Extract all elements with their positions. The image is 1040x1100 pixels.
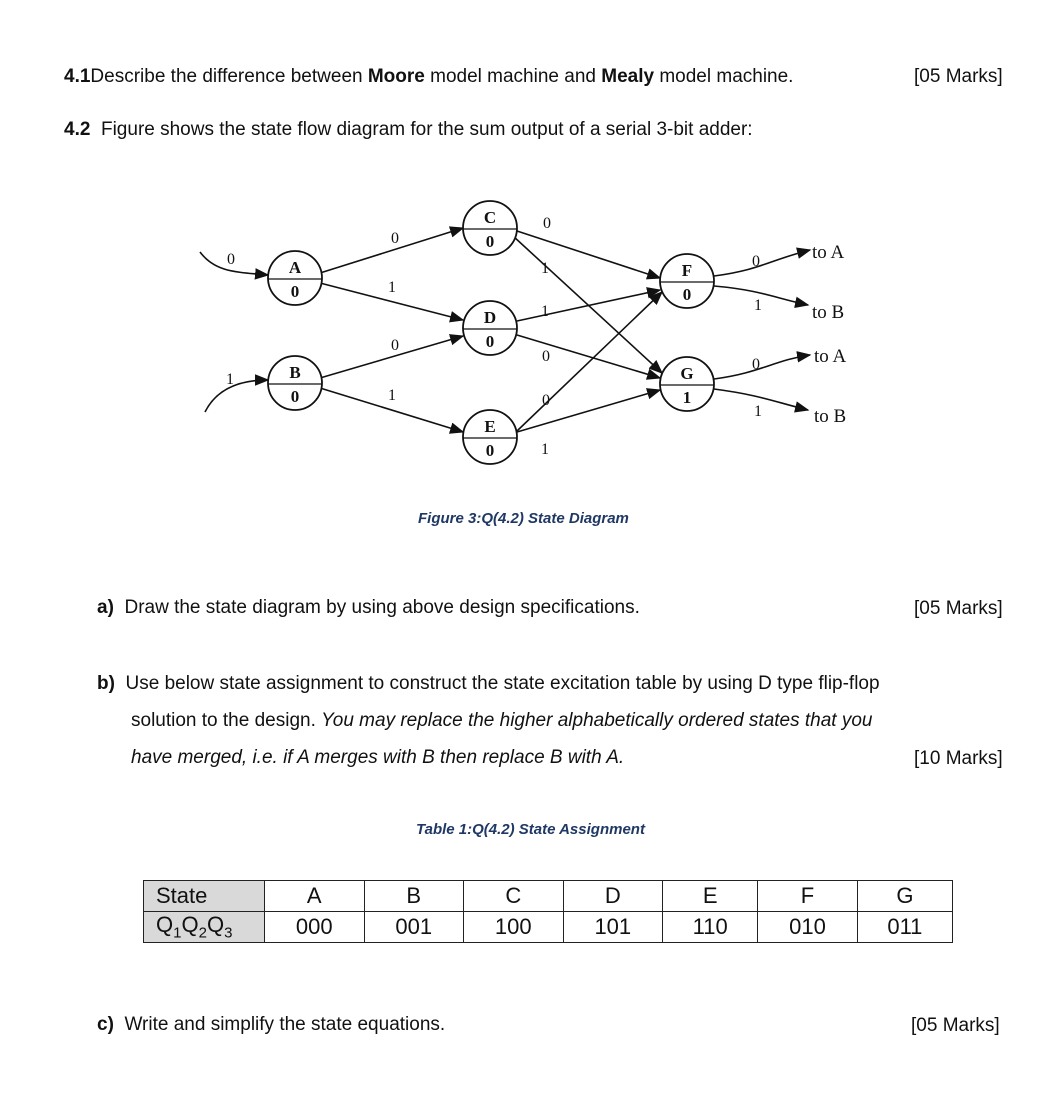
edge-d-g: [517, 335, 660, 378]
label-g-b: 1: [754, 403, 762, 420]
part-c: [97, 1006, 445, 1043]
q41-text-c: model machine.: [654, 66, 794, 87]
label-c-f: 0: [543, 215, 551, 232]
state-e-output: 0: [485, 441, 495, 460]
part-a-text: Draw the state diagram by using above design specifications.: [124, 597, 640, 618]
table-row-code: [144, 912, 953, 943]
label-d-f: 1: [541, 303, 549, 320]
label-e-f: 1: [541, 441, 549, 458]
q42-text: Figure shows the state flow diagram for the sum output of a serial 3-bit adder:: [100, 119, 753, 140]
entry-arrow-b: [205, 380, 268, 412]
state-c-name: C: [483, 208, 497, 227]
state-g-name: G: [680, 364, 694, 383]
entry-label-1: 1: [226, 371, 234, 388]
label-a-c: 0: [391, 230, 399, 247]
target-f-to-a: to A: [812, 242, 845, 263]
state-f-output: 0: [682, 285, 692, 304]
edge-c-f: [517, 231, 660, 278]
label-b-d: 0: [391, 337, 399, 354]
part-b-line2-plain: solution to the design.: [131, 710, 322, 731]
cell-code-c: 100: [464, 912, 564, 943]
figure-caption: Figure 3:Q(4.2) State Diagram: [418, 510, 629, 527]
edge-c-g: [513, 236, 662, 373]
state-flow-diagram: [0, 0, 1040, 500]
part-a-label: a): [97, 597, 114, 618]
q41-moore: Moore: [367, 66, 425, 87]
label-f-b: 1: [754, 297, 762, 314]
target-g-to-a: to A: [814, 346, 847, 367]
target-g-to-b: to B: [814, 406, 847, 427]
part-b-line1-text: Use below state assignment to construct the state excitation table by using D type flip-flop: [125, 673, 880, 694]
table-row-state: [144, 881, 953, 912]
q41-marks: [05 Marks]: [914, 66, 1003, 87]
part-c-label: c): [97, 1014, 114, 1035]
part-c-text: Write and simplify the state equations.: [124, 1014, 446, 1035]
label-f-a: 0: [752, 253, 760, 270]
label-b-e: 1: [388, 387, 396, 404]
cell-code-d: 101: [563, 912, 663, 943]
entry-label-0: 0: [227, 251, 235, 268]
state-g-output: 1: [682, 388, 692, 407]
state-e-name: E: [484, 417, 496, 436]
q41-number: 4.1: [64, 66, 91, 87]
cell-state-g: G: [857, 881, 952, 912]
cell-code-e: 110: [663, 912, 758, 943]
part-b-line-3: [131, 739, 624, 776]
part-c-marks: [05 Marks]: [911, 1015, 1000, 1036]
cell-state-c: C: [464, 881, 564, 912]
cell-state-b: B: [364, 881, 464, 912]
state-assignment-table: [143, 880, 953, 943]
state-d-output: 0: [485, 332, 495, 351]
part-b-line2-italic: You may replace the higher alphabetically ordered states that you: [321, 710, 873, 731]
label-d-g: 0: [542, 348, 550, 365]
cell-state-d: D: [563, 881, 663, 912]
state-b-output: 0: [290, 387, 300, 406]
state-a-output: 0: [290, 282, 300, 301]
cell-state-e: E: [663, 881, 758, 912]
cell-state-f: F: [758, 881, 858, 912]
part-b-line-1: [97, 665, 880, 702]
q1q2q3-label: $Q_1Q_2Q_3$: [156, 912, 233, 942]
part-a: [97, 589, 640, 626]
label-g-a: 0: [752, 356, 760, 373]
q41-text-a: Describe the difference between: [90, 66, 368, 87]
q41-text-b: model machine and: [424, 66, 602, 87]
cell-state-a: A: [265, 881, 365, 912]
part-b-line-2: [131, 702, 872, 739]
label-e-g: 0: [542, 392, 550, 409]
cell-code-a: 000: [265, 912, 365, 943]
q41-mealy: Mealy: [601, 66, 655, 87]
part-b-line3-italic: have merged, i.e. if A merges with B then replace B with A.: [131, 747, 625, 768]
label-c-g: 1: [541, 260, 549, 277]
edge-f-to-a: [714, 250, 810, 276]
state-b-name: B: [289, 363, 301, 382]
part-b-marks: [10 Marks]: [914, 748, 1003, 769]
cell-code-b: 001: [364, 912, 464, 943]
edge-g-to-a: [714, 355, 810, 379]
part-a-marks: [05 Marks]: [914, 598, 1003, 619]
state-d-name: D: [483, 308, 497, 327]
target-f-to-b: to B: [812, 302, 845, 323]
state-f-name: F: [681, 261, 693, 280]
row-header-state: State: [144, 881, 265, 912]
q42-number: 4.2: [64, 119, 91, 140]
label-a-d: 1: [388, 279, 396, 296]
row-header-q1q2q3: [144, 912, 265, 943]
cell-code-g: 011: [857, 912, 952, 943]
cell-code-f: 010: [758, 912, 858, 943]
state-c-output: 0: [485, 232, 495, 251]
table-caption: Table 1:Q(4.2) State Assignment: [416, 821, 645, 838]
state-a-name: A: [288, 258, 302, 277]
part-b-label: b): [97, 673, 115, 694]
